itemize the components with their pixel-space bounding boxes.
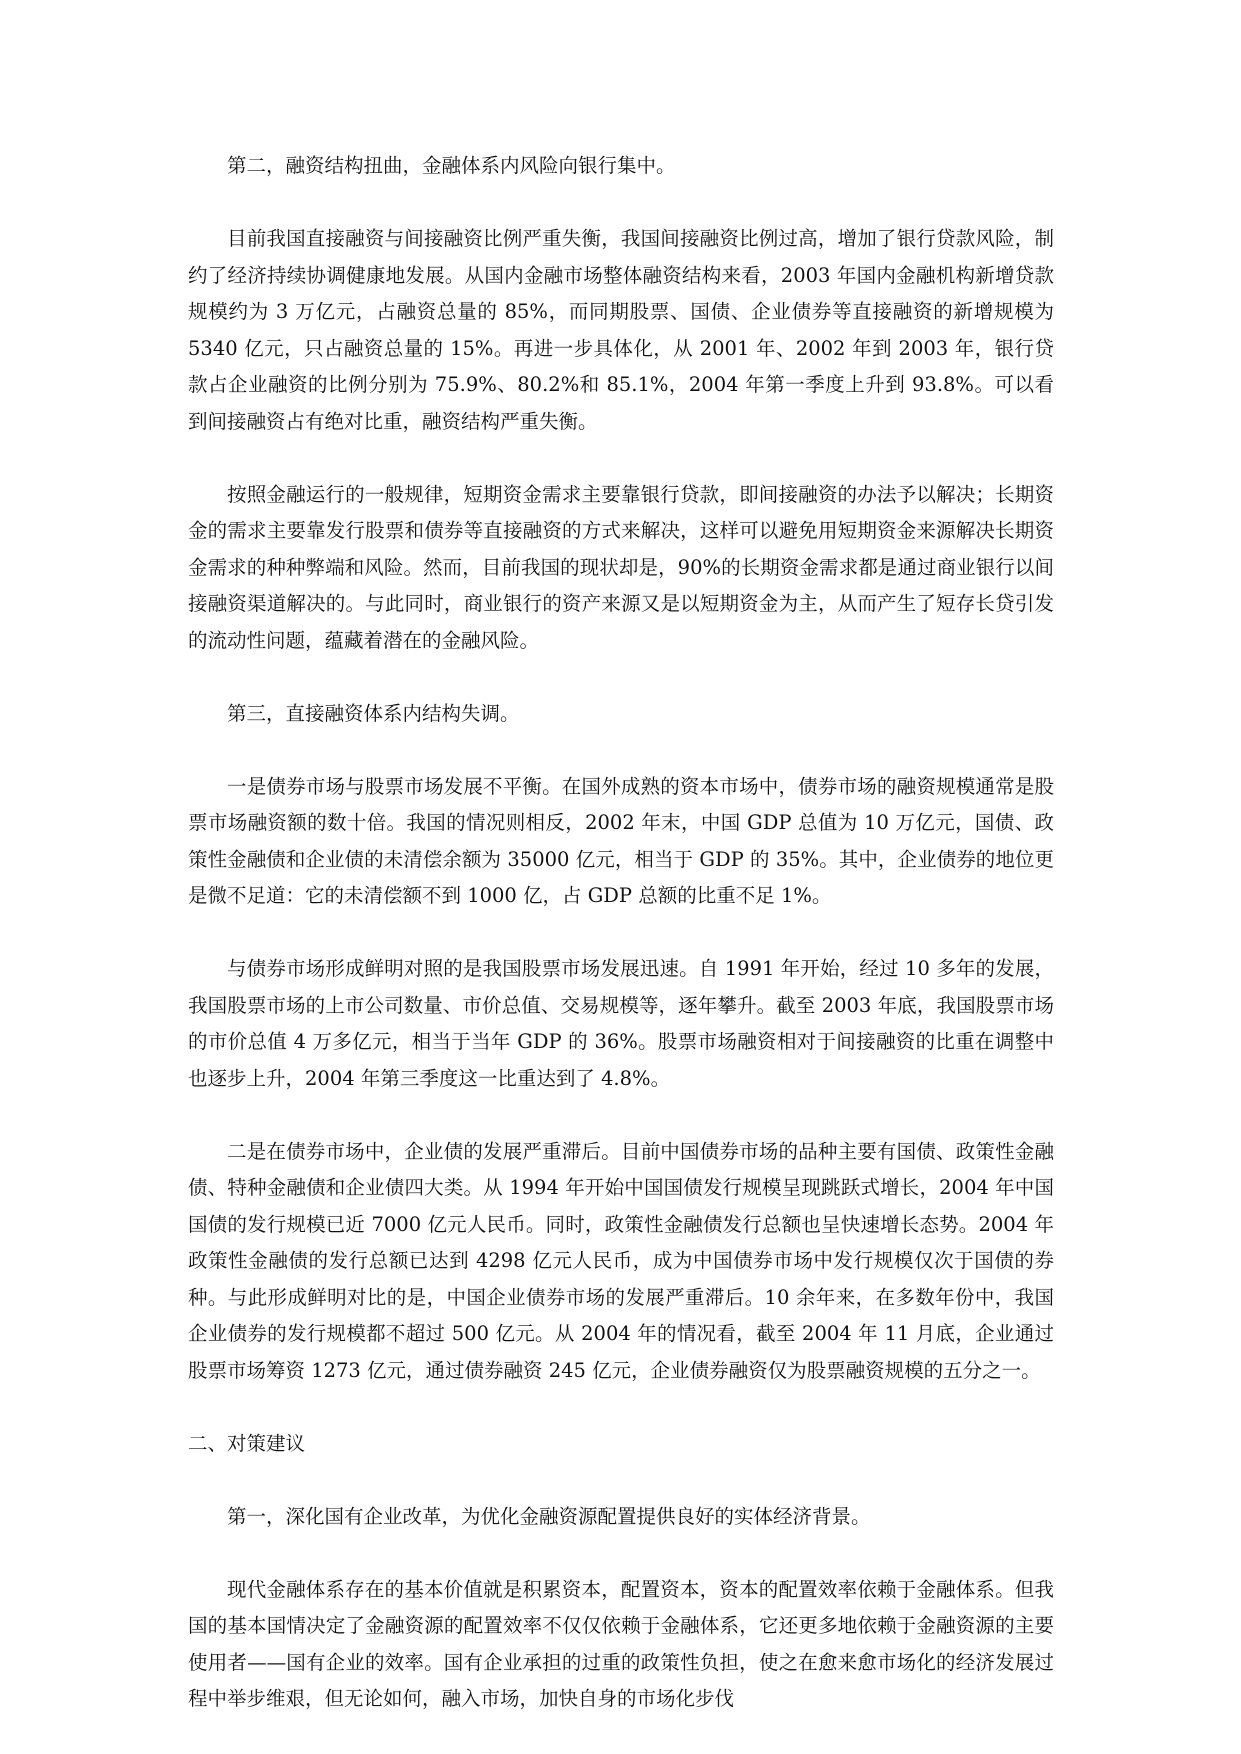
paragraph-gap [188, 185, 1054, 222]
paragraph-corporate-bond-lag: 二是在债券市场中，企业债的发展严重滞后。目前中国债券市场的品种主要有国债、政策性金融债、特种金融债和企业债四大类。从 1994 年开始中国国债发行规模呈现跳跃式增长，2004 年中国国债的发行规模已近 7000 亿元人民币。同时，政策性金融债发行总额也呈快速增长态势。2004 年政策性金融债的发行总额已达到 4298 亿元人民币，成为中国债券市场中发行规模仅次于国债的券种。与此形成鲜明对比的是，中国企业债券市场的发展严重滞后。10 余年来，在多数年份中，我国企业债券的发行规模都不超过 500 亿元。从 2004 年的情况看，截至 2004 年 11 月底，企业通过股票市场筹资 1273 亿元，通过债券融资 245 亿元，企业债券融资仅为股票融资规模的五分之一。 [188, 1139, 1054, 1382]
paragraph-financing-ratio: 目前我国直接融资与间接融资比例严重失衡，我国间接融资比例过高，增加了银行贷款风险，制约了经济持续协调健康地发展。从国内金融市场整体融资结构来看，2003 年国内金融机构新增贷款规模约为 3 万亿元，占融资总量的 85%，而同期股票、国债、企业债券等直接融资的新增规模为 5340 亿元，只占融资总量的 15%。再进一步具体化，从 2001 年、2002 年到 2003 年，银行贷款占企业融资的比例分别为 75.9%、80.2%和 85.1%，2004 年第一季度上升到 93.8%。可以看到间接融资占有绝对比重，融资结构严重失衡。 [188, 227, 1054, 433]
paragraph-gap [188, 1097, 1054, 1134]
paragraph-gap [188, 659, 1054, 696]
paragraph-financing-rules: 按照金融运行的一般规律，短期资金需求主要靠银行贷款，即间接融资的办法予以解决；长期资金的需求主要靠发行股票和债券等直接融资的方式来解决，这样可以避免用短期资金来源解决长期资金需求的种种弊端和风险。然而，目前我国的现状却是，90%的长期资金需求都是通过商业银行以间接融资渠道解决的。与此同时，商业银行的资产来源又是以短期资金为主，从而产生了短存长贷引发的流动性问题，蕴藏着潜在的金融风险。 [188, 482, 1054, 652]
paragraph-gap [188, 440, 1054, 477]
paragraph-gap [188, 915, 1054, 952]
paragraph-gap [188, 1462, 1054, 1499]
section-heading-countermeasures: 二、对策建议 [188, 1431, 306, 1455]
paragraph-gap [188, 732, 1054, 769]
paragraph-stock-market-growth: 与债券市场形成鲜明对照的是我国股票市场发展迅速。自 1991 年开始，经过 10 多年的发展，我国股票市场的上市公司数量、市价总值、交易规模等，逐年攀升。截至 2003 年底，我国股票市场的市价总值 4 万多亿元，相当于当年 GDP 的 36%。股票市场融资相对于间接融资的比重在调整中也逐步上升，2004 年第三季度这一比重达到了 4.8%。 [188, 957, 1054, 1090]
paragraph-soe-reform: 现代金融体系存在的基本价值就是积累资本，配置资本，资本的配置效率依赖于金融体系。但我国的基本国情决定了金融资源的配置效率不仅仅依赖于金融体系，它还更多地依赖于金融资源的主要使用者——国有企业的效率。国有企业承担的过重的政策性负担，使之在愈来愈市场化的经济发展过程中举步维艰，但无论如何，融入市场，加快自身的市场化步伐 [188, 1577, 1054, 1710]
subheading-second-point: 第二，融资结构扭曲，金融体系内风险向银行集中。 [227, 154, 676, 177]
paragraph-gap [188, 1389, 1054, 1426]
subheading-third-point: 第三，直接融资体系内结构失调。 [227, 701, 520, 725]
paragraph-gap [188, 1535, 1054, 1572]
paragraph-bond-stock-imbalance: 一是债券市场与股票市场发展不平衡。在国外成熟的资本市场中，债券市场的融资规模通常是股票市场融资额的数十倍。我国的情况则相反，2002 年末，中国 GDP 总值为 10 万亿元，国债、政策性金融债和企业债的未清偿余额为 35000 亿元，相当于 GDP 的 35%。其中，企业债券的地位更是微不足道：它的未清偿额不到 1000 亿，占 GDP 总额的比重不足 1%。 [188, 774, 1054, 907]
document-body [188, 148, 1054, 1718]
subheading-first-countermeasure: 第一，深化国有企业改革，为优化金融资源配置提供良好的实体经济背景。 [227, 1504, 871, 1528]
